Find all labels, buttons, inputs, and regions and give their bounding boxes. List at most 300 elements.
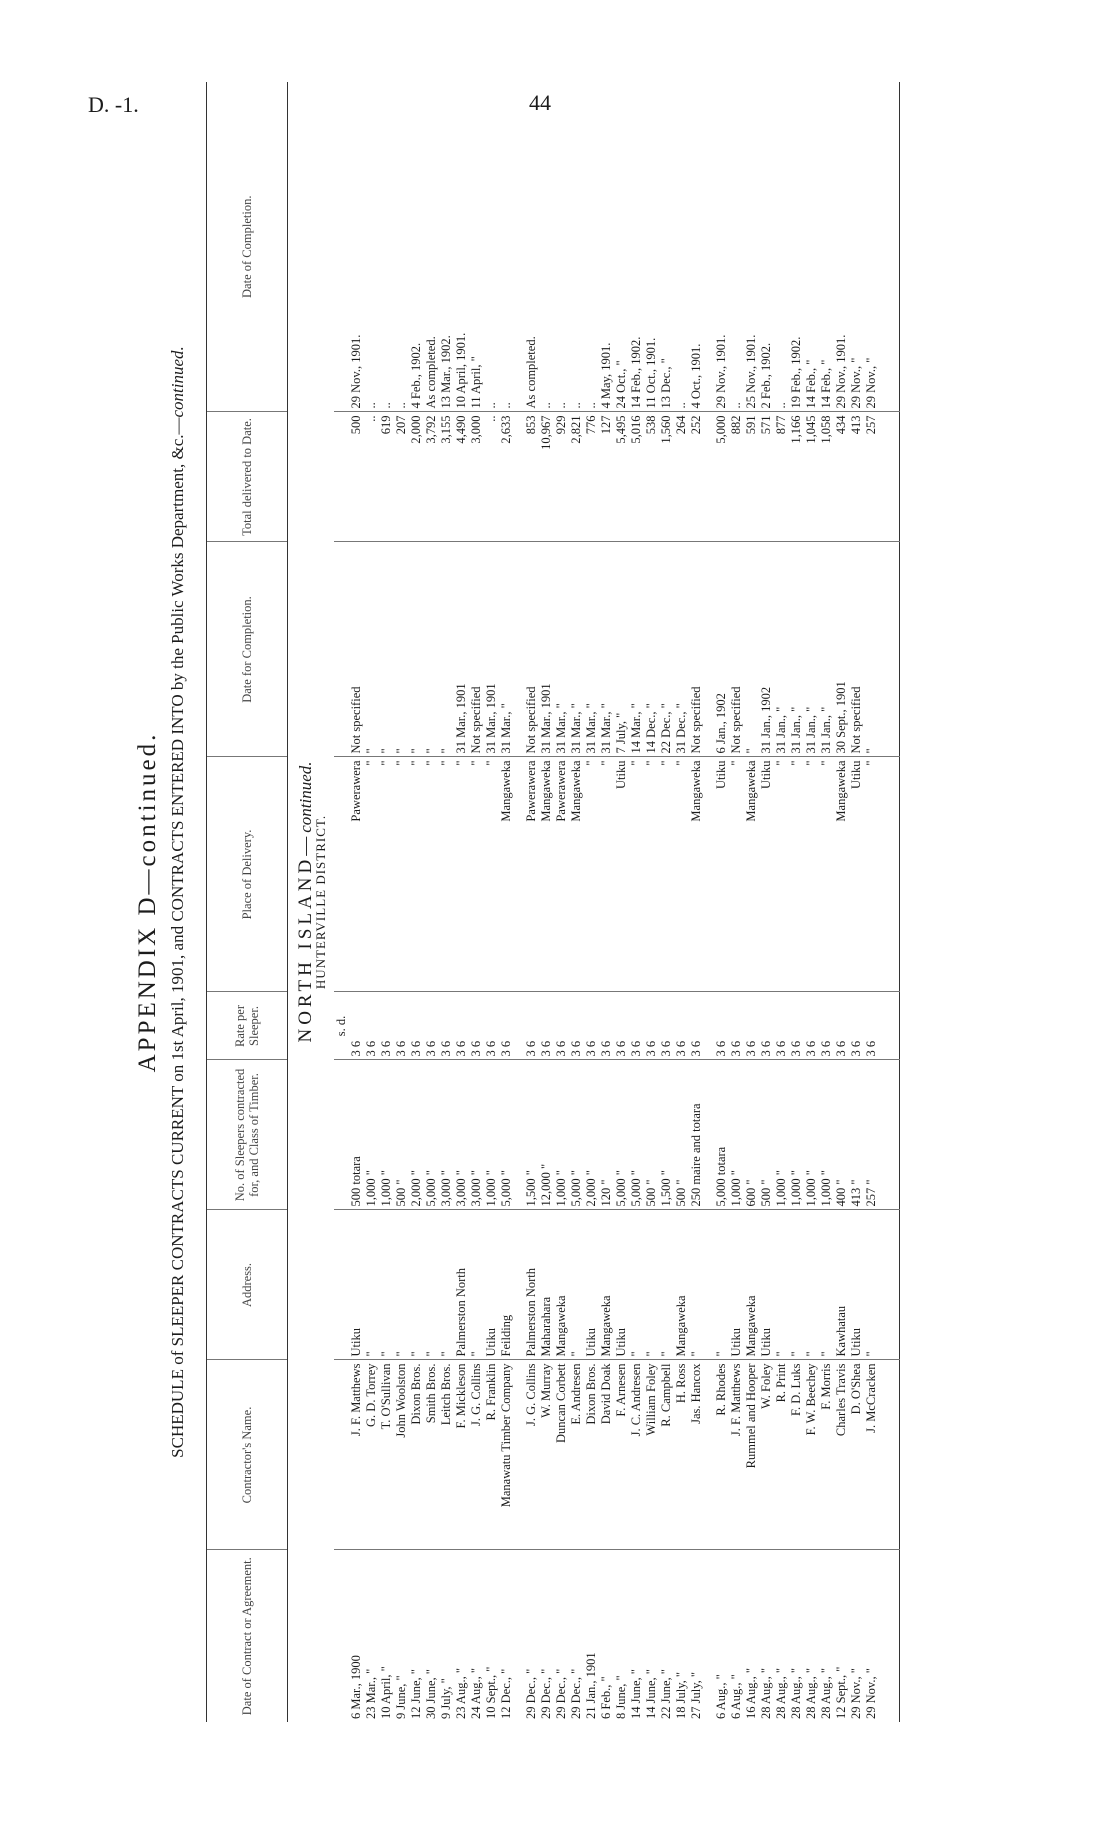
table-cell: Jas. Hancox [689, 1360, 704, 1550]
column-header-3: Address. [207, 1210, 288, 1360]
table-cell: D. O'Shea [849, 1360, 864, 1550]
table-cell: 3,000 [469, 412, 484, 542]
table-row [674, 82, 689, 1722]
table-row [659, 82, 674, 1722]
table-cell: Mangaweka [499, 757, 514, 992]
table-cell: " [379, 1210, 394, 1360]
table-cell: 1,000 " [789, 1060, 804, 1210]
table-cell: 413 [849, 412, 864, 542]
table-cell: 1,058 [819, 412, 834, 542]
table-cell: Smith Bros. [424, 1360, 439, 1550]
table-cell: 2,000 " [409, 1060, 424, 1210]
table-cell: F. Arnesen [614, 1360, 629, 1550]
table-cell: " [484, 757, 499, 992]
table-cell: 3 6 [834, 992, 849, 1060]
table-cell: Utiku [349, 1210, 364, 1360]
table-cell: 29 Nov., " [864, 82, 879, 412]
island-name: NORTH ISLAND— [295, 832, 316, 1043]
table-cell: W. Foley [759, 1360, 774, 1550]
table-cell: 3,155 [439, 412, 454, 542]
table-cell: 500 " [759, 1060, 774, 1210]
table-cell: 252 [689, 412, 704, 542]
table-cell: " [689, 1210, 704, 1360]
table-cell: Utiku [759, 1210, 774, 1360]
table-row [644, 82, 659, 1722]
table-cell: " [379, 757, 394, 992]
table-cell: 3 6 [584, 992, 599, 1060]
table-cell: H. Ross [674, 1360, 689, 1550]
table-cell: " [424, 542, 439, 757]
table-cell: 882 [729, 412, 744, 542]
table-cell: 250 maire and totara [689, 1060, 704, 1210]
table-cell: 3 6 [499, 992, 514, 1060]
table-cell: Utiku [729, 1210, 744, 1360]
table-cell: 14 Feb., " [819, 82, 834, 412]
island-continued: continued. [296, 761, 315, 833]
table-cell: 31 Mar., " [499, 542, 514, 757]
table-cell: 31 Dec., " [674, 542, 689, 757]
table-cell: 1,000 " [729, 1060, 744, 1210]
table-row [599, 82, 614, 1722]
table-cell: 29 Nov., " [849, 1668, 863, 1719]
table-cell: Utiku [759, 757, 774, 992]
table-cell: 3 6 [674, 992, 689, 1060]
table-cell: " [394, 757, 409, 992]
table-cell: 29 Nov., 1901. [349, 82, 364, 412]
table-cell: Mangaweka [834, 757, 849, 992]
table-cell: 29 Dec., " [524, 1668, 538, 1719]
table-cell: Not specified [729, 542, 744, 757]
table-cell: 31 Jan., " [819, 542, 834, 757]
table-cell: .. [364, 412, 379, 542]
table-cell: 13 Mar., 1902. [439, 82, 454, 412]
table-cell: Dixon Bros. [409, 1360, 424, 1550]
table-row [759, 82, 774, 1722]
table-cell: 10 April, 1901. [454, 82, 469, 412]
table-cell: 3 6 [629, 992, 644, 1060]
table-cell: Dixon Bros. [584, 1360, 599, 1550]
table-cell: 2,000 [409, 412, 424, 542]
table-cell: 3 6 [819, 992, 834, 1060]
table-cell: " [439, 1210, 454, 1360]
table-cell: 2,000 " [584, 1060, 599, 1210]
table-row [819, 82, 834, 1722]
table-cell: 1,045 [804, 412, 819, 542]
table-cell: 400 " [834, 1060, 849, 1210]
table-cell: " [379, 542, 394, 757]
section-island-row [288, 82, 314, 1722]
table-cell: 5,000 " [499, 1060, 514, 1210]
table-cell: Mangaweka [744, 757, 759, 992]
table-cell: 5,016 [629, 412, 644, 542]
table-cell: J. McCracken [864, 1360, 879, 1550]
table-cell: 3 6 [759, 992, 774, 1060]
table-cell: Utiku [484, 1210, 499, 1360]
table-cell: Mangaweka [689, 757, 704, 992]
table-cell: 571 [759, 412, 774, 542]
table-row [454, 82, 469, 1722]
table-cell: 22 Dec., " [659, 542, 674, 757]
table-cell: " [659, 757, 674, 992]
table-cell: 3,000 " [454, 1060, 469, 1210]
table-body [288, 82, 903, 1722]
table-cell: " [744, 542, 759, 757]
table-cell: 257 [864, 412, 879, 542]
table-row [729, 82, 744, 1722]
header-row [207, 82, 288, 1722]
table-row [424, 82, 439, 1722]
column-header-9: Date of Completion. [207, 82, 288, 412]
table-cell: 619 [379, 412, 394, 542]
group-spacer [514, 82, 524, 1722]
table-cell: Mangaweka [539, 757, 554, 992]
table-cell: 25 Nov., 1901. [744, 82, 759, 412]
table-cell: 24 Oct., " [614, 82, 629, 412]
table-cell: 14 Feb., 1902. [629, 82, 644, 412]
table-cell: F. Morris [819, 1360, 834, 1550]
table-cell: 1,000 " [364, 1060, 379, 1210]
table-cell: 11 April, " [469, 82, 484, 412]
table-cell: 591 [744, 412, 759, 542]
table-cell: Rummel and Hooper [744, 1360, 759, 1550]
table-cell: 4 May, 1901. [599, 82, 614, 412]
table-row [379, 82, 394, 1722]
table-cell: 29 Dec., " [539, 1668, 553, 1719]
table-cell: 3 6 [569, 992, 584, 1060]
table-cell: Utiku [584, 1210, 599, 1360]
table-cell: R. Campbell [659, 1360, 674, 1550]
table-cell: 31 Jan., " [789, 542, 804, 757]
table-cell: William Foley [644, 1360, 659, 1550]
table-cell: As completed. [524, 82, 539, 412]
table-cell: W. Murray [539, 1360, 554, 1550]
table-cell: .. [364, 82, 379, 412]
table-cell: 3 6 [394, 992, 409, 1060]
table-cell: Not specified [689, 542, 704, 757]
table-cell: 3 6 [539, 992, 554, 1060]
table-cell: 3,792 [424, 412, 439, 542]
table-row [714, 82, 729, 1722]
table-cell: 5,000 " [569, 1060, 584, 1210]
table-cell: 31 Mar., " [554, 542, 569, 757]
table-row [689, 82, 704, 1722]
table-cell: 22 June, " [659, 1669, 673, 1719]
table-cell: 28 Aug., " [789, 1668, 803, 1719]
table-cell: " [629, 1210, 644, 1360]
table-cell: 3 6 [364, 992, 379, 1060]
table-cell: 120 " [599, 1060, 614, 1210]
table-cell: " [409, 1210, 424, 1360]
table-row [409, 82, 424, 1722]
table-cell: G. D. Torrey [364, 1360, 379, 1550]
table-cell: 31 Mar., " [569, 542, 584, 757]
table-cell: 3 6 [454, 992, 469, 1060]
table-cell: " [599, 757, 614, 992]
table-cell: 413 " [849, 1060, 864, 1210]
table-cell: 3 6 [599, 992, 614, 1060]
table-cell: Mangaweka [569, 757, 584, 992]
table-row [439, 82, 454, 1722]
table-cell: .. [584, 82, 599, 412]
table-cell: Maharahara [539, 1210, 554, 1360]
table-cell: " [804, 757, 819, 992]
table-cell: 28 Aug., " [774, 1668, 788, 1719]
table-cell: .. [379, 82, 394, 412]
table-cell: 11 Oct., 1901. [644, 82, 659, 412]
table-cell: Mangaweka [674, 1210, 689, 1360]
table-cell: Utiku [614, 1210, 629, 1360]
table-cell: .. [394, 82, 409, 412]
table-cell: 600 " [744, 1060, 759, 1210]
table-cell: " [864, 757, 879, 992]
table-cell: Mangaweka [744, 1210, 759, 1360]
table-cell: 31 Mar., 1901 [454, 542, 469, 757]
table-cell: " [819, 757, 834, 992]
table-cell: 3 6 [864, 992, 879, 1060]
table-cell: 264 [674, 412, 689, 542]
table-cell: 6 Feb., " [599, 1676, 613, 1719]
table-cell: 14 Mar., " [629, 542, 644, 757]
table-cell: 1,000 " [774, 1060, 789, 1210]
table-cell: 3 6 [644, 992, 659, 1060]
table-cell: 21 Jan., 1901 [584, 1652, 598, 1719]
schedule-subtitle [168, 82, 188, 1722]
table-cell: 3 6 [689, 992, 704, 1060]
table-cell: 31 Jan., " [774, 542, 789, 757]
table-cell: 3 6 [409, 992, 424, 1060]
table-cell: 500 totara [349, 1060, 364, 1210]
table-cell: 6 Jan., 1902 [714, 542, 729, 757]
table-cell: " [804, 1210, 819, 1360]
column-header-8: Total delivered to Date. [207, 412, 288, 542]
subtitle-text: SCHEDULE of SLEEPER CONTRACTS CURRENT on 1st April, 1901, and CONTRACTS ENTERED INTO by the Public Works Department, &c.— [168, 417, 187, 1458]
table-cell: J. G. Collins [469, 1360, 484, 1550]
table-cell: Duncan Corbett [554, 1360, 569, 1550]
table-cell: David Doak [599, 1360, 614, 1550]
table-cell: " [364, 757, 379, 992]
table-cell: 4,490 [454, 412, 469, 542]
table-cell: 7 July, " [614, 542, 629, 757]
table-cell: 9 July, " [439, 1678, 453, 1719]
table-cell: Mangaweka [599, 1210, 614, 1360]
table-cell: 29 Nov., " [849, 82, 864, 412]
table-cell: 4 Feb., 1902. [409, 82, 424, 412]
table-cell: " [789, 757, 804, 992]
table-row [539, 82, 554, 1722]
table-cell: 19 Feb., 1902. [789, 82, 804, 412]
table-cell: 3 6 [804, 992, 819, 1060]
page-number: 44 [529, 90, 551, 115]
table-cell: 14 Feb., " [804, 82, 819, 412]
table-cell: " [774, 757, 789, 992]
table-cell: 5,000 " [614, 1060, 629, 1210]
table-cell: 31 Mar., " [599, 542, 614, 757]
table-cell: 23 Mar., " [364, 1668, 378, 1719]
table-cell: .. [774, 82, 789, 412]
appendix-title: APPENDIX D—continued. [134, 731, 161, 1073]
table-cell: 3 6 [614, 992, 629, 1060]
table-cell: 10,967 [539, 412, 554, 542]
table-cell: 23 Aug., " [454, 1668, 468, 1719]
table-cell: " [409, 757, 424, 992]
table-cell: 28 Aug., " [804, 1668, 818, 1719]
table-cell: 14 Dec., " [644, 542, 659, 757]
table-cell: 1,166 [789, 412, 804, 542]
table-row [484, 82, 499, 1722]
sleeper-contracts-table [206, 82, 902, 1722]
table-cell: 3,000 " [439, 1060, 454, 1210]
table-cell: Leitch Bros. [439, 1360, 454, 1550]
table-row [364, 82, 379, 1722]
table-row [349, 82, 364, 1722]
table-cell: Pawerawera [524, 757, 539, 992]
table-cell: 3 6 [349, 992, 364, 1060]
table-cell: .. [484, 82, 499, 412]
table-cell: 1,000 " [819, 1060, 834, 1210]
table-cell: F. W. Beechey [804, 1360, 819, 1550]
table-cell: " [469, 1210, 484, 1360]
table-cell: 13 Dec., " [659, 82, 674, 412]
table-cell: 207 [394, 412, 409, 542]
table-cell: Mangaweka [554, 1210, 569, 1360]
table-cell: 434 [834, 412, 849, 542]
table-cell: 500 " [394, 1060, 409, 1210]
table-cell: 3 6 [774, 992, 789, 1060]
table-cell: " [394, 1210, 409, 1360]
table-cell: 29 Dec., " [554, 1668, 568, 1719]
table-cell: .. [539, 82, 554, 412]
table-cell: 10 April, " [379, 1666, 393, 1719]
table-cell: 3 6 [424, 992, 439, 1060]
table-cell: 5,000 " [424, 1060, 439, 1210]
table-cell: 29 Nov., 1901. [714, 82, 729, 412]
table-cell: " [674, 757, 689, 992]
table-cell: 29 Nov., " [864, 1668, 878, 1719]
table-cell: 877 [774, 412, 789, 542]
table-row [849, 82, 864, 1722]
table-cell: T. O'Sullivan [379, 1360, 394, 1550]
table-cell: 31 Jan., 1902 [759, 542, 774, 757]
table-cell: 31 Mar., 1901 [539, 542, 554, 757]
table-cell: 6 Aug., " [714, 1674, 728, 1719]
table-cell: Kawhatau [834, 1210, 849, 1360]
table-row [629, 82, 644, 1722]
table-cell: .. [499, 82, 514, 412]
table-cell: 6 Aug., " [729, 1674, 743, 1719]
table-cell: 3 6 [714, 992, 729, 1060]
table-row [614, 82, 629, 1722]
table-cell: 3 6 [524, 992, 539, 1060]
table-cell: Not specified [849, 542, 864, 757]
table-cell: Utiku [849, 757, 864, 992]
table-cell: " [864, 542, 879, 757]
table-row [744, 82, 759, 1722]
table-row [789, 82, 804, 1722]
table-cell: Utiku [714, 757, 729, 992]
column-header-7: Date for Completion. [207, 542, 288, 757]
table-cell: 3 6 [789, 992, 804, 1060]
table-cell: 1,560 [659, 412, 674, 542]
table-cell: 1,000 " [484, 1060, 499, 1210]
table-row [584, 82, 599, 1722]
table-row [834, 82, 849, 1722]
table-cell: 3 6 [469, 992, 484, 1060]
table-cell: 24 Aug., " [469, 1668, 483, 1719]
table-cell: 10 Sept., " [484, 1666, 498, 1719]
table-cell: 29 Nov., 1901. [834, 82, 849, 412]
table-cell: " [364, 1210, 379, 1360]
table-cell: 3 6 [729, 992, 744, 1060]
table-cell: " [469, 757, 484, 992]
table-cell: As completed. [424, 82, 439, 412]
table-cell: 28 Aug., " [759, 1668, 773, 1719]
table-cell: " [364, 542, 379, 757]
table-cell: Palmerston North [524, 1210, 539, 1360]
table-cell: 929 [554, 412, 569, 542]
table-cell: 3 6 [379, 992, 394, 1060]
table-cell: " [424, 1210, 439, 1360]
table-cell: Pawerawera [349, 757, 364, 992]
table-cell: 12 June, " [409, 1669, 423, 1719]
table-cell: " [569, 1210, 584, 1360]
table-cell: 3 6 [849, 992, 864, 1060]
subtitle-continued: continued. [168, 346, 187, 418]
table-cell: " [644, 757, 659, 992]
table-cell: 3 6 [744, 992, 759, 1060]
table-cell: 12 Sept., " [834, 1666, 848, 1719]
table-cell: " [409, 542, 424, 757]
table-cell: " [864, 1210, 879, 1360]
rotated-page [124, 82, 1094, 1722]
table-cell: 3 6 [554, 992, 569, 1060]
table-cell: " [439, 757, 454, 992]
rate-units: s. d. [334, 992, 349, 1060]
section-district-row [313, 82, 334, 1722]
column-header-6: Place of Delivery. [207, 757, 288, 992]
table-cell: 3 6 [484, 992, 499, 1060]
table-cell: " [789, 1210, 804, 1360]
table-row [774, 82, 789, 1722]
table-cell: " [394, 542, 409, 757]
group-spacer [879, 82, 900, 1722]
table-cell: 257 " [864, 1060, 879, 1210]
table-cell: E. Andresen [569, 1360, 584, 1550]
table-cell: 18 July, " [674, 1671, 688, 1719]
table-cell: " [584, 757, 599, 992]
table-cell: 31 Mar., 1901 [484, 542, 499, 757]
table-cell: Feilding [499, 1210, 514, 1360]
island-heading [288, 82, 314, 1722]
table-cell: 1,500 " [659, 1060, 674, 1210]
table-cell: J. F. Matthews [349, 1360, 364, 1550]
rate-units-row [334, 82, 349, 1722]
table-cell: " [629, 757, 644, 992]
table-cell: 3 6 [439, 992, 454, 1060]
table-cell: Palmerston North [454, 1210, 469, 1360]
table-cell: J. C. Andresen [629, 1360, 644, 1550]
table-cell: " [424, 757, 439, 992]
table-cell: 29 Dec., " [569, 1668, 583, 1719]
table-bottom-rule [900, 82, 903, 1722]
table-cell: " [439, 542, 454, 757]
group-spacer [704, 82, 714, 1722]
table-cell: John Woolston [394, 1360, 409, 1550]
table-cell: 14 June, " [629, 1669, 643, 1719]
table-cell: R. Print [774, 1360, 789, 1550]
table-cell: 127 [599, 412, 614, 542]
table-cell: Not specified [524, 542, 539, 757]
table-cell: " [729, 757, 744, 992]
